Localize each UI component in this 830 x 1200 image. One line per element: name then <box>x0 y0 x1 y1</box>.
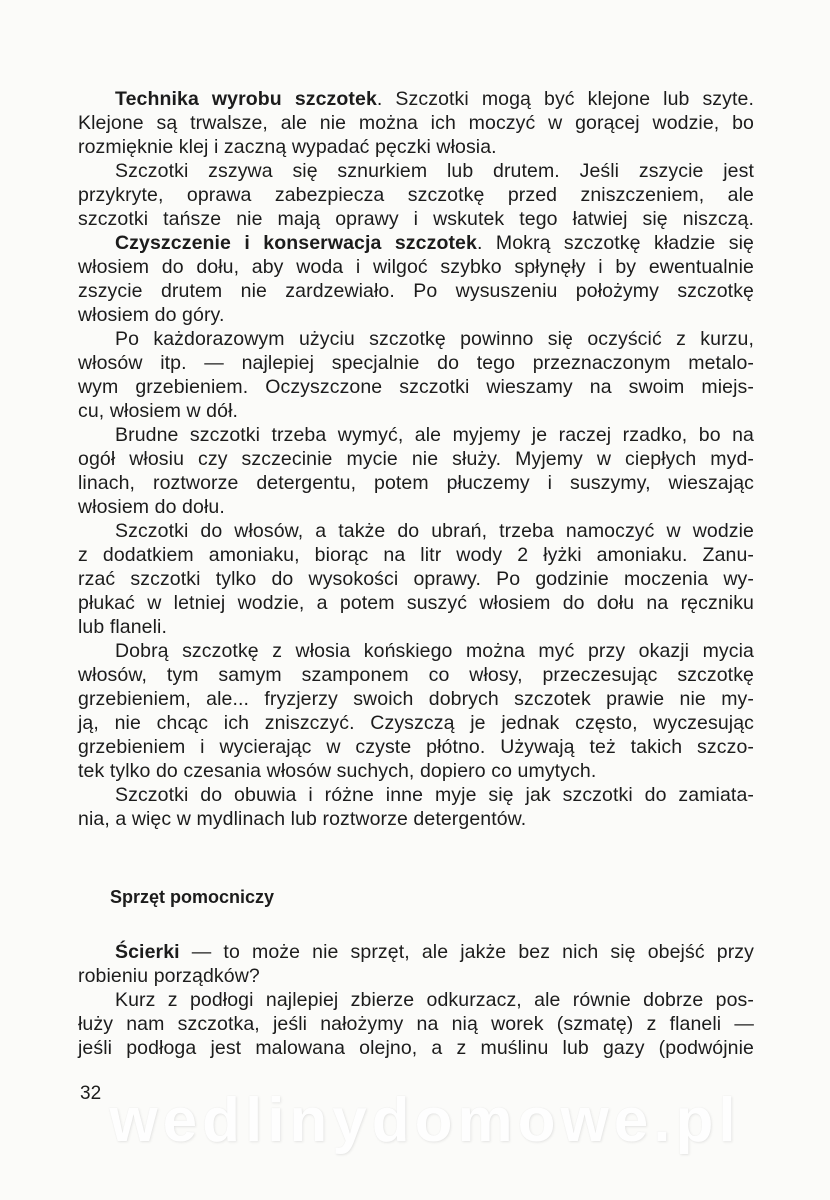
section-heading: Sprzęt pomocniczy <box>110 887 275 907</box>
text-line: wym grzebieniem. Oczyszczone szczotki wieszamy na swoim miejs- <box>78 376 754 398</box>
text-line: cu, włosiem w dół. <box>78 400 239 422</box>
text-line: przykryte, oprawa zabezpiecza szczotkę przed zniszczeniem, ale <box>78 184 754 206</box>
text-line: Klejone są trwalsze, ale nie można ich moczyć w gorącej wodzie, bo <box>78 112 754 134</box>
text-line: Szczotki zszywa się sznurkiem lub drutem. Jeśli zszycie jest <box>115 160 754 182</box>
watermark: wedlinydomowe.pl <box>109 1086 741 1155</box>
text-line: włosiem do dołu, aby woda i wilgoć szybko spłynęły i by ewentualnie <box>78 256 754 278</box>
text-line: Po każdorazowym użyciu szczotkę powinno się oczyścić z kurzu, <box>115 328 754 350</box>
text-line: ogół włosiu czy szczecinie mycie nie służy. Myjemy w ciepłych myd- <box>78 448 754 470</box>
text-line: lub flaneli. <box>78 616 168 638</box>
text-line: rzać szczotki tylko do wysokości oprawy. Po godzinie moczenia wy- <box>78 568 754 590</box>
text-line: Brudne szczotki trzeba wymyć, ale myjemy je raczej rzadko, bo na <box>115 424 754 446</box>
text-line: Szczotki do włosów, a także do ubrań, trzeba namoczyć w wodzie <box>115 520 754 542</box>
text-line: łuży nam szczotka, jeśli nałożymy na nią worek (szmatę) z flaneli — <box>78 1013 754 1035</box>
text-line: rozmięknie klej i zaczną wypadać pęczki włosia. <box>78 136 497 158</box>
text-line: tek tylko do czesania włosów suchych, dopiero co umytych. <box>78 760 597 782</box>
text-line: włosów, tym samym szamponem co włosy, przeczesując szczotkę <box>78 664 754 686</box>
inline-heading: Ścierki <box>115 941 180 963</box>
text-line: jeśli podłoga jest malowana olejno, a z muślinu lub gazy (podwójnie <box>78 1037 754 1059</box>
text-line: grzebieniem i wycierając w czyste płótno. Używają też takich szczo- <box>78 736 754 758</box>
text-line: ją, nie chcąc ich zniszczyć. Czyszczą je jednak często, wyczesując <box>78 712 754 734</box>
text-line: Szczotki do obuwia i różne inne myje się jak szczotki do zamiata- <box>115 784 754 806</box>
text-line: Dobrą szczotkę z włosia końskiego można myć przy okazji mycia <box>115 640 754 662</box>
text-line: Technika wyrobu szczotek. Szczotki mogą być klejone lub szyte. <box>115 88 754 110</box>
text-line: linach, roztworze detergentu, potem płuczemy i suszymy, wieszając <box>78 472 754 494</box>
text-line: Czyszczenie i konserwacja szczotek. Mokrą szczotkę kładzie się <box>115 232 754 254</box>
text-line: Kurz z podłogi najlepiej zbierze odkurzacz, ale równie dobrze pos- <box>115 989 754 1011</box>
text-line: włosiem do dołu. <box>78 496 225 518</box>
text-line: włosiem do góry. <box>78 304 225 326</box>
text-line: Ścierki — to może nie sprzęt, ale jakże bez nich się obejść przy <box>115 941 754 963</box>
inline-heading: Technika wyrobu szczotek <box>115 88 377 110</box>
text-line: włosów itp. — najlepiej specjalnie do tego przeznaczonym metalo- <box>78 352 754 374</box>
page-number: 32 <box>80 1083 102 1104</box>
inline-heading: Czyszczenie i konserwacja szczotek <box>115 232 477 254</box>
text-line: płukać w letniej wodzie, a potem suszyć włosiem do dołu na ręczniku <box>78 592 754 614</box>
text-line: zszycie drutem nie zardzewiało. Po wysuszeniu położymy szczotkę <box>78 280 754 302</box>
text-line: robieniu porządków? <box>78 965 260 987</box>
text-line: nia, a więc w mydlinach lub roztworze detergentów. <box>78 808 527 830</box>
text-line: szczotki tańsze nie mają oprawy i wskutek tego łatwiej się niszczą. <box>78 208 754 230</box>
text-line: grzebieniem, ale... fryzjerzy swoich dobrych szczotek prawie nie my- <box>78 688 754 710</box>
text-line: z dodatkiem amoniaku, biorąc na litr wody 2 łyżki amoniaku. Zanu- <box>78 544 754 566</box>
